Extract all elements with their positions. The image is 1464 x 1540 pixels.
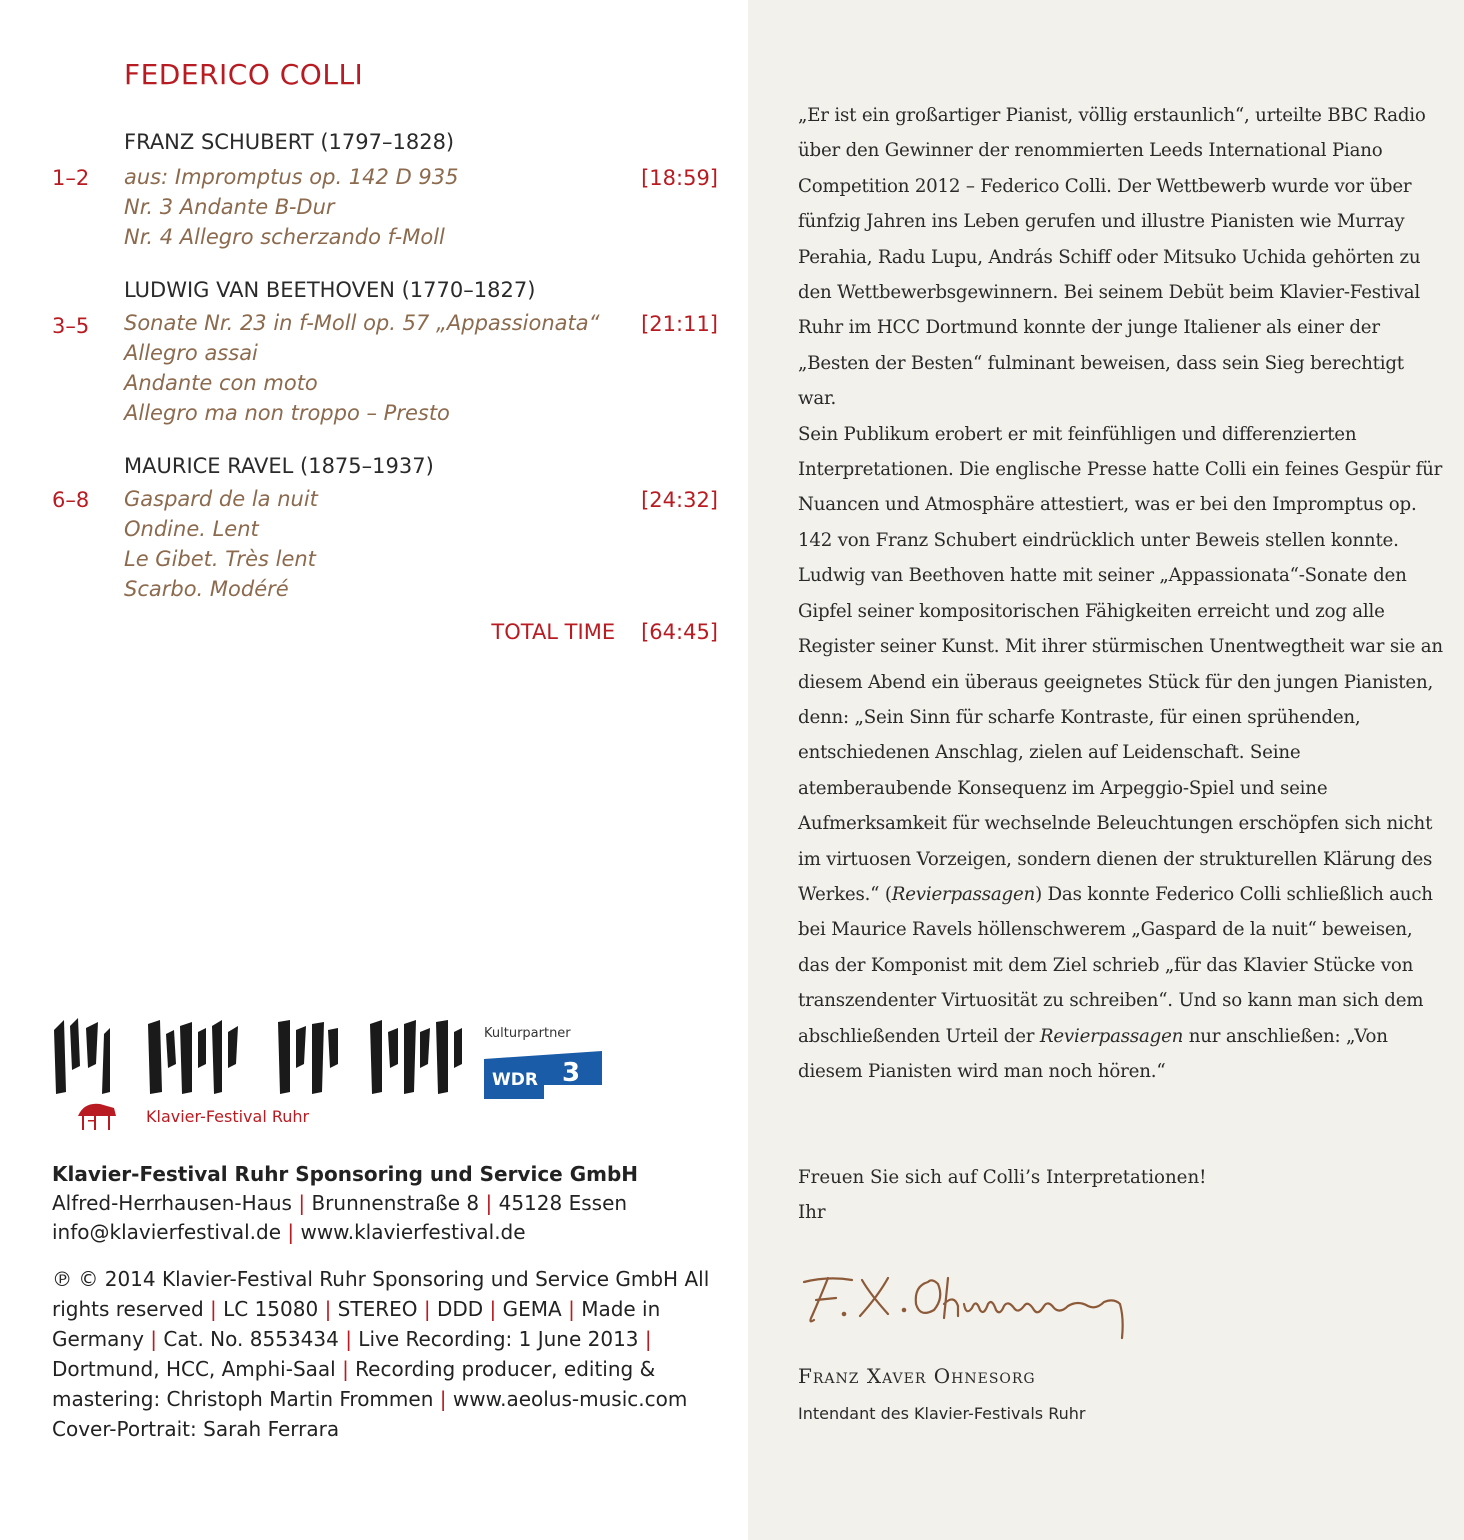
company-contact: info@klavierfestival.de | www.klavierfestival.de <box>52 1220 526 1244</box>
grand-piano-icon <box>78 1104 116 1130</box>
work-line: aus: Impromptus op. 142 D 935 <box>124 165 459 189</box>
closing-line: Ihr <box>798 1202 826 1224</box>
closing-line: Freuen Sie sich auf Colli’s Interpretationen! <box>798 1167 1207 1188</box>
work-line: Le Gibet. Très lent <box>124 547 316 571</box>
duration-schubert: [18:59] <box>641 166 718 190</box>
track-numbers-beethoven: 3–5 <box>52 314 90 338</box>
work-line: Sonate Nr. 23 in f-Moll op. 57 „Appassionata“ <box>124 311 600 335</box>
work-line: Nr. 4 Allegro scherzando f-Moll <box>124 225 445 249</box>
work-line: Andante con moto <box>124 371 318 395</box>
legal-item: STEREO <box>337 1297 418 1321</box>
copyright-line: ℗ © 2014 Klavier-Festival Ruhr Sponsoring und Service GmbH <box>52 1267 679 1291</box>
track-numbers-ravel: 6–8 <box>52 488 90 512</box>
kulturpartner-label: Kulturpartner <box>484 1026 571 1041</box>
right-panel <box>748 0 1464 1540</box>
essay-paragraph: Sein Publikum erobert er mit feinfühligen und differenzierten Interpretationen. Die englische Presse hatte Colli ein feines Gespür für Nuancen und Atmosphäre attestiert, was er bei den Impromptus op. 142 von Franz Schubert eindrücklich unter Beweis stellen konnte. Ludwig van Beethoven hatte mit seiner „Appassionata“-Sonate den Gipfel seiner kompositorischen Fähigkeiten erreicht und zog alle Register seiner Kunst. Mit ihrer stürmischen Unentwegtheit war sie an diesem Abend ein überaus geeignetes Stück für den jungen Pianisten, denn: „Sein Sinn für scharfe Kontraste, für einen sprühenden, entschiedenen Anschlag, zielen auf Leidenschaft. Seine atemberaubende Konsequenz im Arpeggio-Spiel und seine Aufmerksamkeit für wechselnde Beleuchtungen erschöpfen sich nicht im virtuosen Vorzeigen, sondern dienen der strukturellen Klärung des Werkes.“ (Revierpassagen) Das konnte Federico Colli schließlich auch bei Maurice Ravels höllenschwerem „Gaspard de la nuit“ beweisen, das der Komponist mit dem Ziel schrieb „für das Klavier Stücke von transzendenter Virtuosität zu schreiben“. Und so kann man sich dem abschließenden Urteil der Revierpassagen nur anschließen: „Von diesem Pianisten wird man noch hören.“ <box>798 423 1443 1082</box>
wdr3-logo <box>484 1051 602 1099</box>
composer-ravel: MAURICE RAVEL (1875–1937) <box>124 454 434 478</box>
festival-name: Klavier-Festival Ruhr <box>146 1107 310 1126</box>
composer-schubert: FRANZ SCHUBERT (1797–1828) <box>124 130 455 154</box>
legal-item: Dortmund, HCC, Amphi-Saal <box>52 1357 336 1381</box>
piano-keys-graphic <box>54 1018 462 1094</box>
work-line: Ondine. Lent <box>124 517 259 541</box>
legal-item: LC 15080 <box>223 1297 319 1321</box>
company-name: Klavier-Festival Ruhr Sponsoring und Service GmbH <box>52 1162 639 1186</box>
legal-item: Live Recording: 1 June 2013 <box>358 1327 639 1351</box>
total-time-label: TOTAL TIME <box>491 620 616 644</box>
legal-item: All rights reserved <box>52 1267 710 1321</box>
company-address: Alfred-Herrhausen-Haus | Brunnenstraße 8 | 45128 Essen <box>52 1191 628 1215</box>
work-line: Gaspard de la nuit <box>124 487 318 511</box>
legal-item: Recording producer, editing & mastering: Christoph Martin Frommen <box>52 1357 656 1411</box>
website-link[interactable]: www.klavierfestival.de <box>300 1220 526 1244</box>
handwritten-signature <box>788 1258 1148 1358</box>
track-numbers-schubert: 1–2 <box>52 166 90 190</box>
legal-item: GEMA <box>502 1297 562 1321</box>
legal-item: Made in Germany <box>52 1297 661 1351</box>
email-link[interactable]: info@klavierfestival.de <box>52 1220 281 1244</box>
legal-item: DDD <box>436 1297 484 1321</box>
essay-text <box>798 98 1443 1089</box>
legal-website[interactable]: www.aeolus-music.com <box>452 1387 688 1411</box>
essay-paragraph: „Er ist ein großartiger Pianist, völlig erstaunlich“, urteilte BBC Radio über den Gewinner der renommierten Leeds International Piano Competition 2012 – Federico Colli. Der Wettbewerb wurde vor über fünfzig Jahren ins Leben gerufen und illustre Pianisten wie Murray Perahia, Radu Lupu, András Schiff oder Mitsuko Uchida gehörten zu den Wettbewerbsgewinnern. Bei seinem Debüt beim Klavier-Festival Ruhr im HCC Dortmund konnte der junge Italiener als einer der „Besten der Besten“ fulminant beweisen, dass sein Sieg berechtigt war. <box>798 105 1426 410</box>
duration-beethoven: [21:11] <box>641 312 718 336</box>
legal-block: ℗ © 2014 Klavier-Festival Ruhr Sponsoring und Service GmbH All rights reserved | LC 15080 | STEREO | DDD | GEMA | Made in Germany | Cat. No. 8553434 | Live Recording: 1 June 2013 | Dortmund, HCC, Amphi-Saal | Recording producer, editing & mastering: Christoph Martin Frommen | www.aeolus-music.com Cover-Portrait: Sarah Ferrara <box>52 1267 710 1441</box>
address-building: Alfred-Herrhausen-Haus <box>52 1191 292 1215</box>
work-line: Nr. 3 Andante B-Dur <box>124 195 335 219</box>
work-line: Allegro assai <box>124 341 258 365</box>
wdr-text: WDR <box>492 1070 538 1090</box>
cover-credit: Cover-Portrait: Sarah Ferrara <box>52 1417 340 1441</box>
signer-name: Franz Xaver Ohnesorg <box>798 1364 1036 1388</box>
artist-name: FEDERICO COLLI <box>124 58 364 91</box>
legal-item: Cat. No. 8553434 <box>163 1327 339 1351</box>
essay-source-italic: Revierpassagen <box>1039 1025 1184 1047</box>
duration-ravel: [24:32] <box>641 488 718 512</box>
address-city: 45128 Essen <box>498 1191 628 1215</box>
wdr-number: 3 <box>562 1058 581 1088</box>
work-line: Allegro ma non troppo – Presto <box>124 401 450 425</box>
address-street: Brunnenstraße 8 <box>311 1191 480 1215</box>
closing-text <box>798 1160 1398 1231</box>
composer-beethoven: LUDWIG VAN BEETHOVEN (1770–1827) <box>124 278 536 302</box>
essay-source-italic: Revierpassagen <box>891 883 1036 905</box>
total-time-value: [64:45] <box>641 620 718 644</box>
signer-role: Intendant des Klavier-Festivals Ruhr <box>798 1404 1086 1423</box>
total-time <box>0 620 718 644</box>
work-line: Scarbo. Modéré <box>124 577 289 601</box>
company-block <box>52 1160 732 1247</box>
